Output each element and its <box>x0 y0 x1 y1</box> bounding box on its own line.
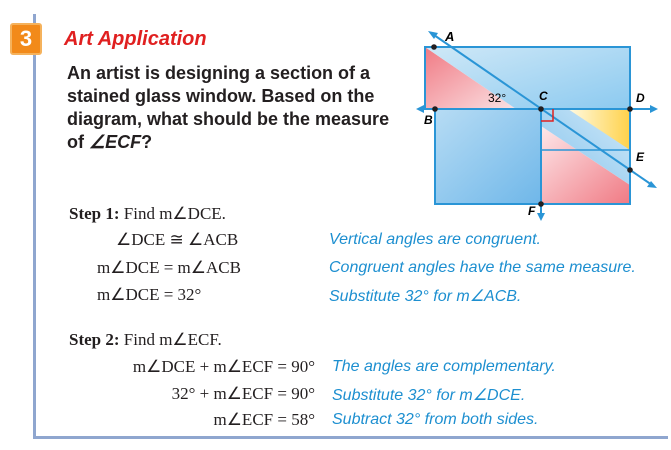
step2-reason: The angles are complementary. <box>332 358 556 375</box>
question-angle: ∠ECF <box>89 132 142 152</box>
label-b: B <box>424 113 433 127</box>
question-prefix: of <box>67 132 89 152</box>
point-a <box>431 44 437 50</box>
step2-label: Step 2: <box>69 330 120 349</box>
step1-label: Step 1: <box>69 204 120 223</box>
example-number-badge: 3 <box>10 23 42 55</box>
label-f: F <box>528 204 536 218</box>
label-c: C <box>539 89 548 103</box>
angle-label: 32° <box>488 91 507 105</box>
step1-reason: Substitute 32° for m∠ACB. <box>329 288 522 305</box>
question-line <box>67 131 412 154</box>
stained-glass-diagram <box>410 25 660 225</box>
step2-reason: Substitute 32° for m∠DCE. <box>332 387 526 404</box>
arrow-right-icon <box>650 105 658 113</box>
question-line: diagram, what should be the measure <box>67 109 390 129</box>
glass-pane-blue-lower-left <box>435 109 541 204</box>
question-line: stained glass window. Based on the <box>67 86 375 106</box>
point-f <box>538 201 544 207</box>
label-d: D <box>636 91 645 105</box>
example-title: Art Application <box>64 28 207 50</box>
point-e <box>627 167 633 173</box>
point-d <box>627 106 633 112</box>
question-text <box>67 62 412 154</box>
step1-reason: Vertical angles are congruent. <box>329 231 541 248</box>
step2-heading <box>69 330 222 350</box>
point-c <box>538 106 544 112</box>
step2-math-line: 32° + m∠ECF = 90° <box>171 384 315 403</box>
step1-math-line: ∠DCE ≅ ∠ACB <box>116 230 239 249</box>
step2-math-line: m∠ECF = 58° <box>213 410 315 429</box>
step1-heading <box>69 204 226 224</box>
step1-math-line: m∠DCE = m∠ACB <box>97 258 241 277</box>
label-e: E <box>636 150 645 164</box>
label-a: A <box>445 29 455 44</box>
arrow-down-icon <box>537 213 545 221</box>
question-line: An artist is designing a section of a <box>67 63 371 83</box>
arrow-left-icon <box>416 105 424 113</box>
frame-bottom-border <box>33 436 668 439</box>
question-suffix: ? <box>141 132 153 152</box>
point-b <box>432 106 438 112</box>
step1-math-line: m∠DCE = 32° <box>97 285 202 304</box>
step1-reason: Congruent angles have the same measure. <box>329 259 636 276</box>
step2-text: Find m∠ECF. <box>123 330 222 349</box>
step2-reason: Subtract 32° from both sides. <box>332 411 539 428</box>
step1-text: Find m∠DCE. <box>123 204 226 223</box>
frame-left-border <box>33 14 36 438</box>
step2-math-line: m∠DCE + m∠ECF = 90° <box>132 357 315 376</box>
